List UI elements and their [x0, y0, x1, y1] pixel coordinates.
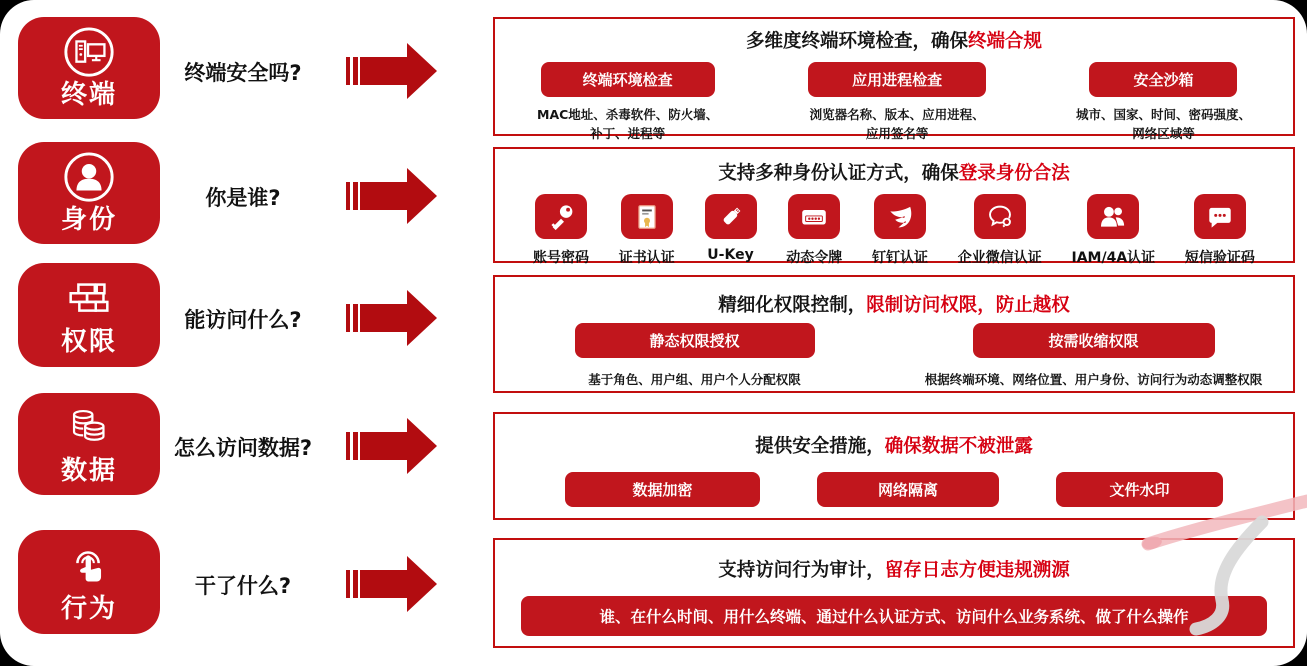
wecom-icon — [974, 194, 1026, 239]
category-block-permission — [18, 263, 160, 367]
feature-pill: 按需收缩权限 — [973, 323, 1215, 358]
question-behavior: 干了什么? — [194, 574, 292, 598]
panel-title — [495, 291, 1293, 317]
auth-method-label: 钉钉认证 — [872, 250, 928, 266]
category-block-behavior — [18, 530, 160, 634]
category-block-identity — [18, 142, 160, 244]
auth-method-label: U-Key — [707, 247, 754, 263]
sms-icon — [1194, 194, 1246, 239]
feature-desc: 城市、国家、时间、密码强度、 — [1075, 107, 1251, 122]
auth-method-iam — [1072, 194, 1156, 267]
auth-method-ukey — [705, 194, 757, 267]
feature-desc: 应用签名等 — [865, 125, 929, 141]
iam-icon — [1087, 194, 1139, 239]
category-block-terminal — [18, 17, 160, 119]
category-label: 身份 — [60, 205, 117, 236]
token-icon — [788, 194, 840, 239]
arrow-icon — [346, 287, 438, 349]
terminal-icon — [62, 26, 116, 80]
arrow-icon — [346, 165, 438, 227]
panel-title-black: 支持访问行为审计， — [718, 560, 885, 581]
dingtalk-icon — [874, 194, 926, 239]
feature-app-process-check — [808, 62, 986, 144]
certificate-icon — [621, 194, 673, 239]
panel-behavior-audit — [493, 538, 1295, 648]
question-identity: 你是谁? — [205, 186, 281, 210]
question-data: 怎么访问数据? — [173, 436, 313, 460]
feature-pill-file-watermark: 文件水印 — [1056, 472, 1223, 507]
feature-desc: 网络区域等 — [1132, 125, 1195, 141]
behavior-icon — [62, 540, 116, 594]
auth-method-label: 账号密码 — [533, 250, 589, 266]
panel-title-black: 精细化权限控制， — [718, 295, 867, 316]
panel-title-black: 支持多种身份认证方式，确保 — [718, 163, 959, 184]
feature-static-authorization — [495, 323, 894, 390]
auth-method-label: 证书认证 — [618, 250, 675, 266]
panel-terminal-compliance — [493, 17, 1295, 141]
panel-data-security — [493, 412, 1295, 520]
auth-method-token — [786, 194, 842, 267]
auth-method-label: 企业微信认证 — [957, 250, 1042, 266]
panel-title-black: 提供安全措施， — [755, 436, 885, 457]
feature-pill: 应用进程检查 — [808, 62, 986, 97]
panel-permission-control — [493, 275, 1295, 393]
panel-title-red: 登录身份合法 — [958, 163, 1070, 184]
panel-title — [495, 27, 1293, 53]
panel-title — [495, 556, 1293, 582]
ukey-icon — [705, 194, 757, 239]
feature-pill: 终端环境检查 — [541, 62, 715, 97]
feature-pill-data-encryption: 数据加密 — [565, 472, 760, 507]
feature-desc: 浏览器名称、版本、应用进程、 — [809, 107, 985, 122]
feature-pill-network-isolation: 网络隔离 — [817, 472, 999, 507]
auth-method-sms — [1185, 194, 1255, 267]
panel-title — [495, 159, 1293, 185]
panel-title-red: 确保数据不被泄露 — [884, 436, 1033, 457]
permission-icon — [62, 273, 116, 327]
panel-title-black: 多维度终端环境检查，确保 — [745, 31, 968, 52]
auth-method-label: IAM/4A认证 — [1071, 250, 1156, 266]
category-label: 终端 — [60, 80, 117, 111]
arrow-icon — [346, 40, 438, 102]
feature-desc: 基于角色、用户组、用户个人分配权限 — [588, 372, 801, 387]
panel-title-red: 留存日志方便违规溯源 — [884, 560, 1070, 581]
feature-terminal-env-check — [537, 62, 718, 144]
arrow-icon — [346, 415, 438, 477]
category-label: 行为 — [60, 594, 117, 625]
feature-desc: 补丁、进程等 — [590, 125, 666, 141]
identity-icon — [62, 151, 116, 205]
panel-title — [495, 432, 1293, 458]
feature-pill-audit-detail: 谁、在什么时间、用什么终端、通过什么认证方式、访问什么业务系统、做了什么操作 — [521, 596, 1267, 636]
feature-pill: 安全沙箱 — [1089, 62, 1237, 97]
auth-method-label: 动态令牌 — [786, 250, 843, 266]
arrow-icon — [346, 553, 438, 615]
question-permission: 能访问什么? — [184, 308, 302, 332]
panel-identity-auth — [493, 147, 1295, 266]
data-icon — [62, 402, 116, 456]
auth-method-wecom — [958, 194, 1042, 267]
auth-method-password — [533, 194, 589, 267]
category-label: 数据 — [60, 456, 117, 487]
key-icon — [535, 194, 587, 239]
category-label: 权限 — [60, 327, 117, 358]
category-block-data — [18, 393, 160, 495]
question-terminal: 终端安全吗? — [184, 61, 302, 85]
feature-security-sandbox — [1076, 62, 1251, 144]
auth-method-certificate — [619, 194, 675, 267]
feature-pill: 静态权限授权 — [575, 323, 815, 358]
panel-title-red: 限制访问权限，防止越权 — [866, 295, 1070, 316]
auth-method-label: 短信验证码 — [1184, 250, 1255, 266]
feature-on-demand-shrink — [894, 323, 1293, 390]
feature-desc: MAC地址、杀毒软件、防火墙、 — [537, 107, 719, 122]
auth-method-dingtalk — [872, 194, 928, 267]
panel-title-red: 终端合规 — [968, 31, 1043, 52]
feature-desc: 根据终端环境、网络位置、用户身份、访问行为动态调整权限 — [924, 372, 1263, 387]
